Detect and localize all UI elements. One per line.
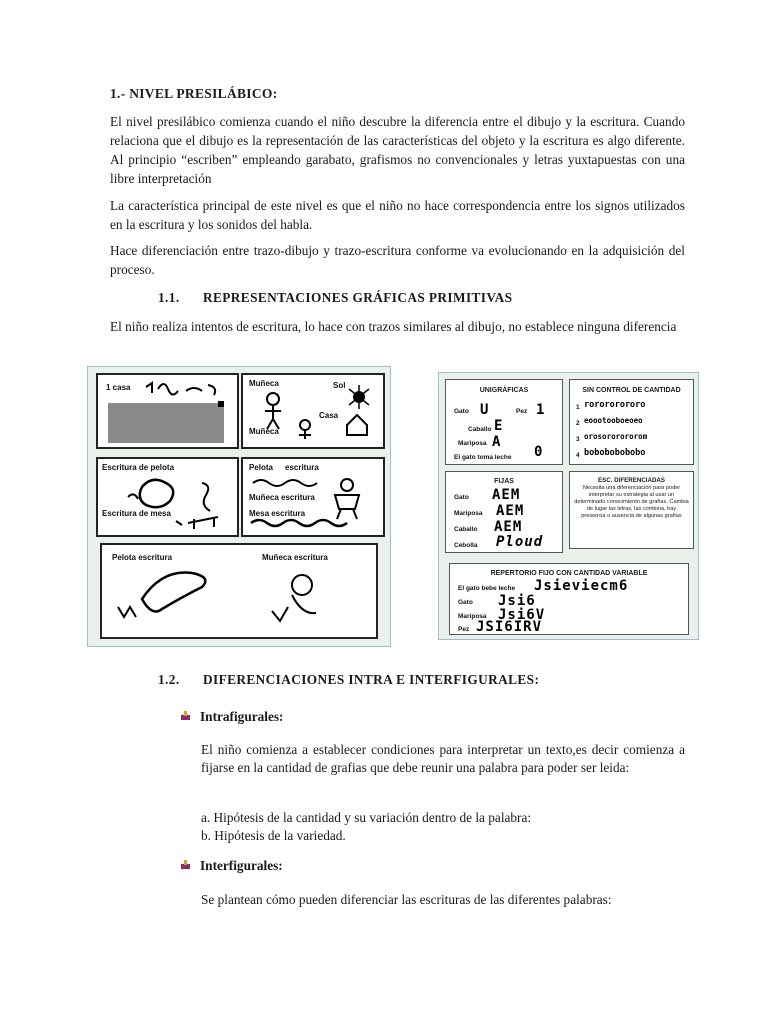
label-muneca-escritura: Muñeca escritura xyxy=(249,493,315,502)
doll-sun-house-drawing xyxy=(243,375,383,447)
esc-diferenciadas-text: Necesita una diferenciación para poder interpretar su estrategia al usar un determinado conocimiento de grafías. Cambia de lugar las letras, las combina, hay presencia o ausencia de algunas grafías xyxy=(574,485,689,519)
unigraficas-title: UNIGRÁFICAS xyxy=(479,387,529,394)
panel-muneca-sol xyxy=(241,373,385,449)
sin-control-title: SIN CONTROL DE CANTIDAD xyxy=(582,387,681,394)
fijas-title: FIJAS xyxy=(494,478,514,485)
fijas-label-mariposa: Mariposa xyxy=(454,510,483,517)
interfigurales-heading xyxy=(180,858,283,874)
redacted-block xyxy=(108,403,224,443)
fijas-label-caballo: Caballo xyxy=(454,526,478,533)
panel-unigraficas xyxy=(445,379,563,465)
ball-doll-writing-drawing xyxy=(102,545,376,637)
sin-control-text-3: orosororororom xyxy=(584,432,648,441)
label-muneca: Muñeca xyxy=(249,379,279,388)
hypothesis-a: a. Hipótesis de la cantidad y su variación dentro de la palabra: xyxy=(201,810,532,825)
unigraficas-label-mariposa: Mariposa xyxy=(458,440,487,447)
bullet-icon xyxy=(180,859,192,871)
label-muneca-escritura: Muñeca escritura xyxy=(262,553,328,562)
paragraph-2: La característica principal de este nivel es que el niño no hace correspondencia entre los signos utilizados en la escritura y los sonidos del habla. xyxy=(110,198,685,232)
fijas-text-cebolla: Ploud xyxy=(496,534,544,550)
figure-right-writing-types xyxy=(438,372,699,640)
section-number: 1.2. xyxy=(158,672,180,687)
ball-table-drawing xyxy=(98,459,237,535)
label-mesa-escritura: Mesa escritura xyxy=(249,509,306,518)
panel-pelota-mesa xyxy=(96,457,239,537)
interfigurales-title: Interfigurales: xyxy=(200,858,283,873)
panel-fijas xyxy=(445,471,563,553)
paragraph-1: El nivel presilábico comienza cuando el niño descubre la diferencia entre el dibujo y la escritura. Cuando relaciona que el dibujo es la representación de las características del objeto y la escritura es algo diferente. Al principio “escriben” empleando garabato, grafismos no convencionales y letras yuxtapuestas con una libre interpretación xyxy=(110,114,685,186)
repertorio-text-4: JSI6IRV xyxy=(476,619,543,635)
section-1-1-text: El niño realiza intentos de escritura, lo hace con trazos similares al dibujo, no establece ninguna diferencia xyxy=(110,319,677,334)
label-escritura-pelota: Escritura de pelota xyxy=(102,463,175,472)
figure-left-examples xyxy=(87,366,391,647)
label-escritura-mesa: Escritura de mesa xyxy=(102,509,171,518)
hypothesis-b: b. Hipótesis de la variedad. xyxy=(201,828,346,843)
panel-pelota-muneca xyxy=(100,543,378,639)
fijas-label-gato: Gato xyxy=(454,494,469,501)
sin-control-text-1: rorororororo xyxy=(584,400,646,410)
section-1-2-heading xyxy=(158,672,539,688)
label-escritura: escritura xyxy=(285,463,319,472)
label-pelota-escritura: Pelota escritura xyxy=(112,553,173,562)
panel-casa xyxy=(96,373,239,449)
sin-control-num-2: 2 xyxy=(576,420,580,427)
doll-scribble-drawing xyxy=(243,459,383,535)
unigraficas-mark-caballo: E xyxy=(494,418,504,434)
repertorio-label-1: El gato bebe leche xyxy=(458,585,516,592)
intrafigurales-text: El niño comienza a establecer condiciones para interpretar un texto,es decir comienza a fijarse en la cantidad de grafias que debe reunir una palabra para poder ser leida: xyxy=(201,742,685,775)
section-title: DIFERENCIACIONES INTRA E INTERFIGURALES: xyxy=(203,672,540,687)
label-casa: Casa xyxy=(319,411,339,420)
section-1-1-heading xyxy=(158,290,512,306)
repertorio-text-2: Jsi6 xyxy=(498,593,536,609)
unigraficas-label-gato: Gato xyxy=(454,408,469,415)
section-title: REPRESENTACIONES GRÁFICAS PRIMITIVAS xyxy=(203,290,513,305)
unigraficas-mark-gato: U xyxy=(480,402,490,418)
repertorio-text-3: Jsi6V xyxy=(498,607,546,623)
sin-control-text-2: eoootooboeoeo xyxy=(584,416,643,425)
panel-pelota-muneca-mesa xyxy=(241,457,385,537)
fijas-text-gato: AEM xyxy=(492,487,521,503)
unigraficas-mark-gato-leche: 0 xyxy=(534,444,544,460)
sin-control-num-4: 4 xyxy=(576,452,580,459)
repertorio-text-1: Jsieviecm6 xyxy=(534,578,629,594)
sin-control-text-4: bobobobobobo xyxy=(584,448,646,458)
unigraficas-mark-pez: 1 xyxy=(536,402,546,418)
fijas-text-mariposa: AEM xyxy=(496,503,525,519)
panel-repertorio xyxy=(449,563,689,635)
fijas-label-cebolla: Cebolla xyxy=(454,542,478,549)
esc-diferenciadas-title: ESC. DIFERENCIADAS xyxy=(597,477,666,484)
panel-sin-control xyxy=(569,379,694,465)
paragraph-3: Hace diferenciación entre trazo-dibujo y trazo-escritura conforme va evolucionando en la adquisición del proceso. xyxy=(110,243,685,277)
repertorio-title: REPERTORIO FIJO CON CANTIDAD VARIABLE xyxy=(490,570,648,577)
repertorio-label-2: Gato xyxy=(458,599,473,606)
intrafigurales-heading xyxy=(180,709,283,725)
label-muneca-2: Muñeca xyxy=(249,427,279,436)
fijas-text-caballo: AEM xyxy=(494,519,523,535)
interfigurales-text: Se plantean cómo pueden diferenciar las escrituras de las diferentes palabras: xyxy=(201,892,612,907)
scribble-drawing xyxy=(142,379,232,399)
unigraficas-label-pez: Pez xyxy=(516,408,528,415)
unigraficas-label-caballo: Caballo xyxy=(468,426,492,433)
repertorio-label-4: Pez xyxy=(458,626,470,633)
label-pelota: Pelota xyxy=(249,463,274,472)
unigraficas-label-gato-leche: El gato toma leche xyxy=(454,454,512,461)
intrafigurales-title: Intrafigurales: xyxy=(200,709,284,724)
bullet-icon xyxy=(180,710,192,722)
label-casa: 1 casa xyxy=(106,383,131,392)
unigraficas-mark-mariposa: A xyxy=(492,434,502,450)
section-number: 1.1. xyxy=(158,290,180,305)
sin-control-num-3: 3 xyxy=(576,436,580,443)
label-sol: Sol xyxy=(333,381,346,390)
sin-control-num-1: 1 xyxy=(576,404,580,411)
section-heading: 1.- NIVEL PRESILÁBICO: xyxy=(110,86,278,101)
repertorio-label-3: Mariposa xyxy=(458,613,487,620)
panel-esc-diferenciadas xyxy=(569,471,694,549)
